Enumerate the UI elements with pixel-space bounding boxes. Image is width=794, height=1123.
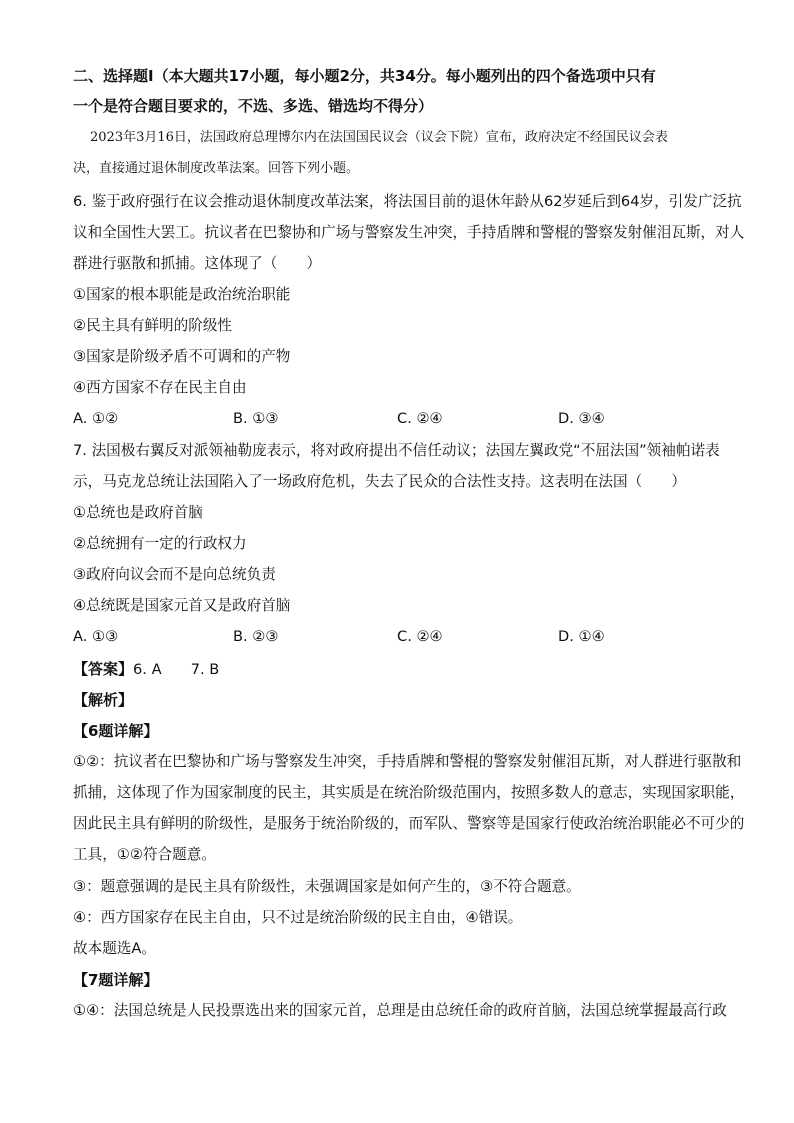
question-7-item-3: ③政府向议会而不是向总统负责 [73,566,276,583]
question-6-line-1: 6. 鉴于政府强行在议会推动退休制度改革法案，将法国目前的退休年龄从62岁延后到64岁，引发广泛抗 [73,193,742,210]
question-7-option-b: B. ②③ [233,628,279,645]
question-6-option-c: C. ②④ [397,410,443,427]
question-6-item-2: ②民主具有鲜明的阶级性 [73,317,233,334]
section-heading-line-1: 二、选择题Ⅰ（本大题共17小题，每小题2分，共34分。每小题列出的四个备选项中只有 [73,67,656,85]
question-6-item-3: ③国家是阶级矛盾不可调和的产物 [73,348,291,365]
answer-label: 【答案】 [73,660,134,678]
question-7-item-2: ②总统拥有一定的行政权力 [73,535,247,552]
detail-6-para-2: ③：题意强调的是民主具有阶级性，未强调国家是如何产生的，③不符合题意。 [73,878,581,895]
detail-6-label: 【6题详解】 [73,722,159,740]
question-6-line-3: 群进行驱散和抓捕。这体现了（ ） [73,255,322,272]
detail-6-para-3: ④：西方国家存在民主自由，只不过是统治阶级的民主自由，④错误。 [73,909,523,926]
question-6-option-a: A. ①② [73,410,119,427]
question-6-item-1: ①国家的根本职能是政治统治职能 [73,286,291,303]
detail-7-para-1-line-1: ①④：法国总统是人民投票选出来的国家元首，总理是由总统任命的政府首脑，法国总统掌握最高行政 [73,1002,727,1019]
question-7-line-2: 示，马克龙总统让法国陷入了一场政府危机，失去了民众的合法性支持。这表明在法国（ ） [73,473,686,490]
detail-6-para-1-line-1: ①②：抗议者在巴黎协和广场与警察发生冲突，手持盾牌和警棍的警察发射催泪瓦斯，对人群进行驱散和 [73,753,742,770]
stem-line-1: 2023年3月16日，法国政府总理博尔内在法国国民议会（议会下院）宣布，政府决定不经国民议会表 [90,130,668,145]
question-6-option-b: B. ①③ [233,410,279,427]
section-heading-line-2: 一个是符合题目要求的，不选、多选、错选均不得分） [73,97,434,115]
question-7-option-a: A. ①③ [73,628,119,645]
question-7-option-d: D. ①④ [558,628,605,645]
detail-6-conclusion: 故本题选A。 [73,940,156,957]
detail-6-para-1-line-2: 抓捕，这体现了作为国家制度的民主，其实质是在统治阶级范围内，按照多数人的意志，实现国家职能， [73,784,745,801]
answer-text: 6. A 7. B [133,661,220,678]
question-6-option-d: D. ③④ [558,410,605,427]
question-7-option-c: C. ②④ [397,628,443,645]
stem-line-2: 决，直接通过退休制度改革法案。回答下列小题。 [73,161,360,176]
question-7-item-1: ①总统也是政府首脑 [73,504,203,521]
detail-6-para-1-line-3: 因此民主具有鲜明的阶级性，是服务于统治阶级的，而军队、警察等是国家行使政治统治职能必不可少的 [73,815,745,832]
question-7-item-4: ④总统既是国家元首又是政府首脑 [73,597,291,614]
question-7-line-1: 7. 法国极右翼反对派领袖勒庞表示，将对政府提出不信任动议；法国左翼政党“不屈法国”领袖帕诺表 [73,442,720,459]
question-6-line-2: 议和全国性大罢工。抗议者在巴黎协和广场与警察发生冲突，手持盾牌和警棍的警察发射催泪瓦斯，对人 [73,224,745,241]
question-6-item-4: ④西方国家不存在民主自由 [73,379,247,396]
answer-row [73,659,219,680]
analysis-label: 【解析】 [73,691,134,709]
detail-6-para-1-line-4: 工具，①②符合题意。 [73,846,216,863]
detail-7-label: 【7题详解】 [73,971,159,989]
